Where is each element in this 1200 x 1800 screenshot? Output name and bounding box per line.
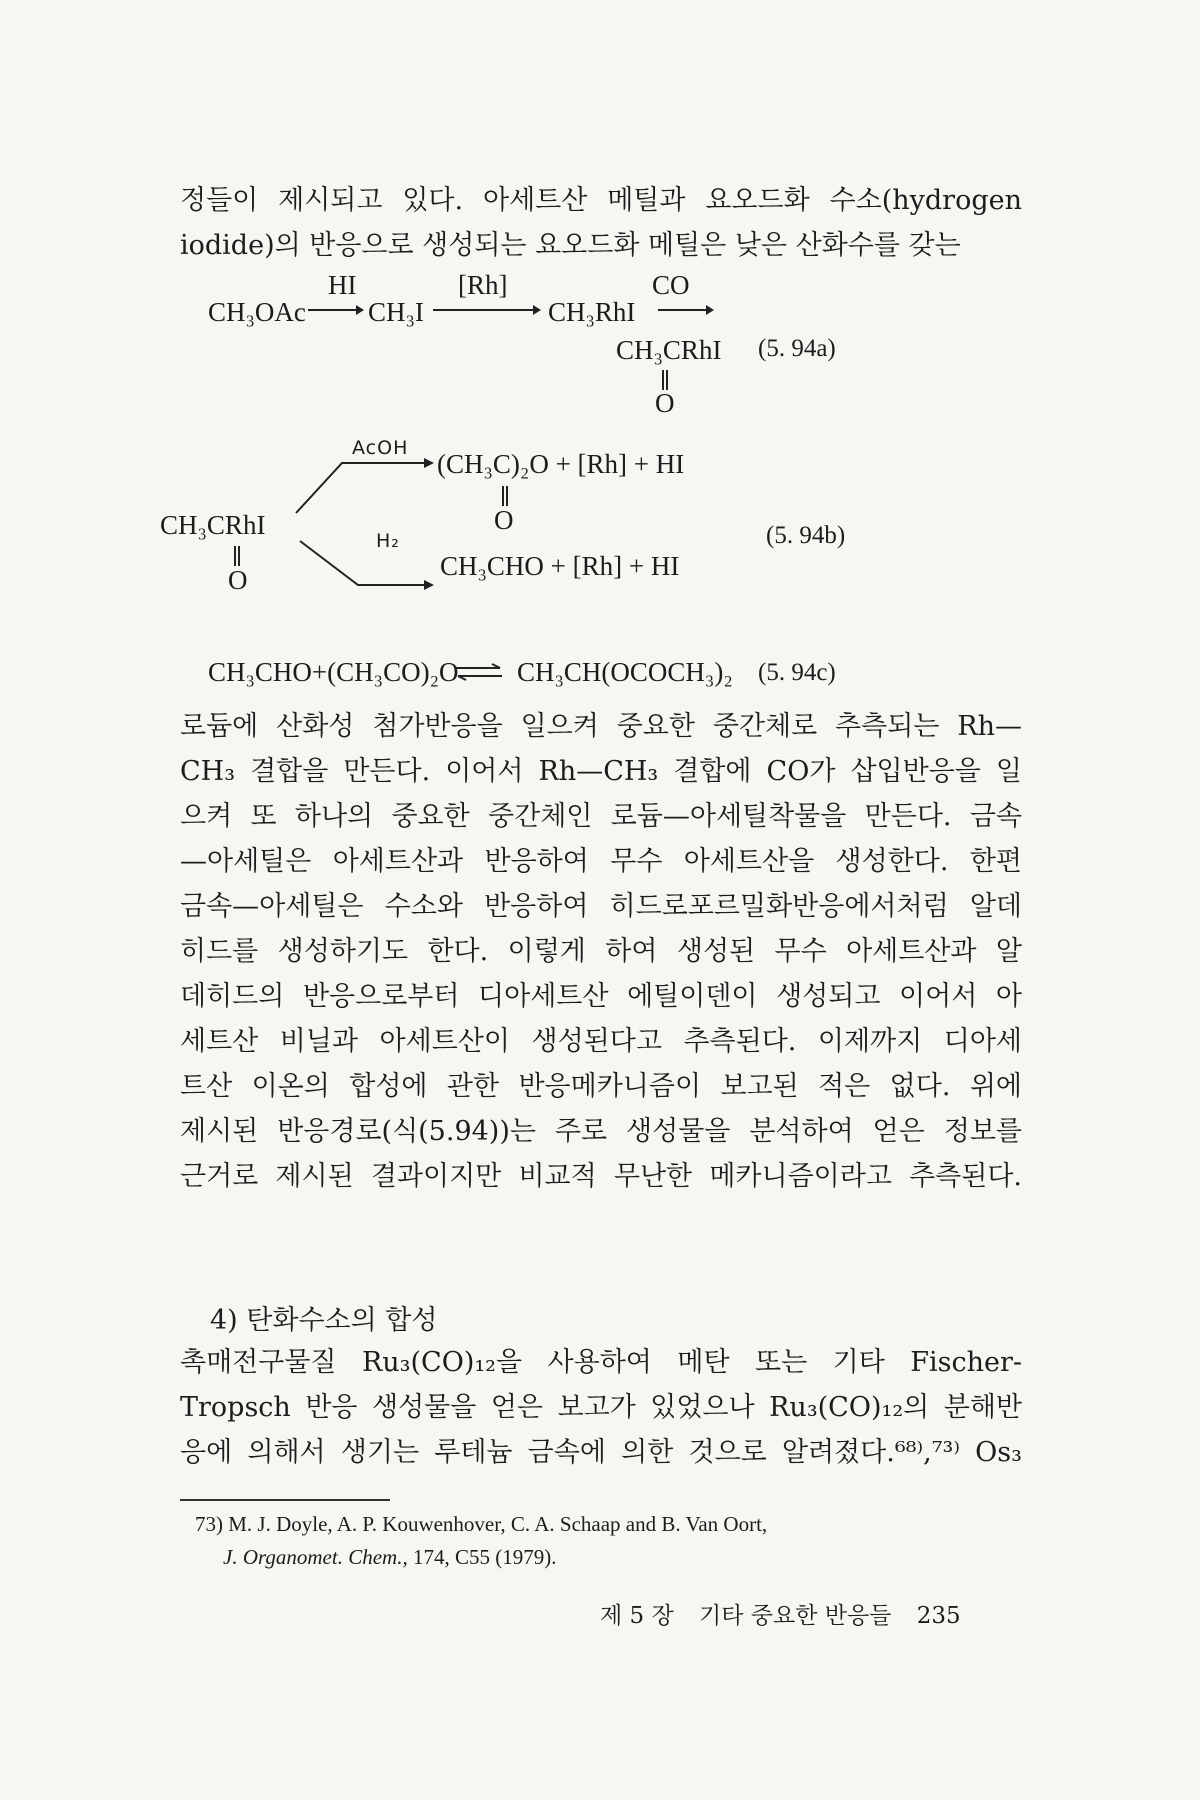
reagent-h2: H₂ — [376, 530, 400, 552]
footer-title: 기타 중요한 반응들 — [699, 1603, 892, 1629]
text-line: CH₃ 결합을 만든다. 이어서 Rh—CH₃ 결합에 CO가 삽입반응을 일 — [180, 756, 1022, 787]
text-line: 세트산 비닐과 아세트산이 생성된다고 추측된다. 이제까지 디아세 — [180, 1026, 1022, 1057]
equation-label: (5. 94b) — [766, 522, 846, 549]
text-line: iodide)의 반응으로 생성되는 요오드화 메틸은 낮은 산화수를 갖는 — [180, 230, 961, 261]
product-ch3crhi: CH₃CRhI — [616, 335, 722, 365]
footnote — [195, 1508, 1025, 1574]
branch-arrows — [296, 455, 436, 605]
text-line: 데히드의 반응으로부터 디아세트산 에틸이덴이 생성되고 이어서 아 — [180, 981, 1022, 1012]
footer-chapter: 제 5 장 — [600, 1603, 674, 1629]
page-number: 235 — [916, 1603, 961, 1629]
carbonyl-oxygen: O — [655, 388, 675, 418]
reagent-acoh: AcOH — [352, 437, 409, 459]
text-line: 응에 의해서 생기는 루테늄 금속에 의한 것으로 알려졌다.⁶⁸⁾,⁷³⁾ Os₃ — [180, 1437, 1022, 1468]
intro-paragraph — [180, 178, 1022, 268]
reaction-arrow — [433, 303, 541, 317]
body-paragraph — [180, 704, 1022, 1199]
equilibrium-right: CH₃CH(OCOCH₃)₂ — [517, 657, 733, 687]
product-upper: (CH₃C)₂O + [Rh] + HI — [437, 449, 685, 479]
text-line: Tropsch 반응 생성물을 얻은 보고가 있었으나 Ru₃(CO)₁₂의 분해반 — [180, 1392, 1022, 1423]
footnote-citation: 174, C55 (1979). — [412, 1545, 557, 1569]
text-line: 제시된 반응경로(식(5.94))는 주로 생성물을 분석하여 얻은 정보를 — [180, 1116, 1022, 1147]
reactant-ch3crhi: CH₃CRhI — [160, 510, 266, 540]
double-bond — [234, 546, 240, 566]
anhydride-oxygen: O — [494, 505, 514, 535]
text-line: 금속—아세틸은 수소와 반응하여 히드로포르밀화반응에서처럼 알데 — [180, 891, 1022, 922]
equation-label: (5. 94a) — [758, 335, 836, 362]
text-line: —아세틸은 아세트산과 반응하여 무수 아세트산을 생성한다. 한편 — [180, 846, 1022, 877]
acyl-oxygen: O — [228, 565, 248, 595]
text-line: 으켜 또 하나의 중요한 중간체인 로듐—아세틸착물을 만든다. 금속 — [180, 801, 1022, 832]
double-bond — [502, 486, 508, 506]
page-footer — [600, 1597, 979, 1630]
section-paragraph — [180, 1340, 1022, 1475]
text-line: 로듐에 산화성 첨가반응을 일으켜 중요한 중간체로 추측되는 Rh— — [180, 711, 1022, 742]
reaction-arrow — [658, 303, 714, 317]
footnote-authors: M. J. Doyle, A. P. Kouwenhover, C. A. Schaap and B. Van Oort, — [228, 1512, 768, 1536]
reaction-arrow — [308, 303, 364, 317]
text-line: 촉매전구물질 Ru₃(CO)₁₂을 사용하여 메탄 또는 기타 Fischer- — [180, 1347, 1022, 1378]
text-line: 트산 이온의 합성에 관한 반응메카니즘이 보고된 적은 없다. 위에 — [180, 1071, 1022, 1102]
text-line: 히드를 생성하기도 한다. 이렇게 하여 생성된 무수 아세트산과 알 — [180, 936, 1022, 967]
equation-label: (5. 94c) — [758, 659, 836, 686]
footnote-rule — [180, 1499, 390, 1501]
reagent-co: CO — [652, 270, 690, 300]
reagent-hi: HI — [328, 270, 357, 300]
text-line: 근거로 제시된 결과이지만 비교적 무난한 메카니즘이라고 추측된다. — [180, 1161, 1022, 1192]
section-heading: 4) 탄화수소의 합성 — [210, 1305, 438, 1336]
equilibrium-left: CH₃CHO+(CH₃CO)₂O — [208, 657, 459, 687]
intermediate-ch3i: CH₃I — [368, 297, 424, 327]
equilibrium-arrow — [456, 664, 502, 680]
text-line: 정들이 제시되고 있다. 아세트산 메틸과 요오드화 수소(hydrogen — [180, 185, 1022, 216]
reagent-rh: [Rh] — [458, 270, 508, 300]
footnote-number: 73) — [195, 1512, 223, 1536]
double-bond — [662, 370, 668, 390]
reactant-ch3oac: CH₃OAc — [208, 297, 306, 327]
product-lower: CH₃CHO + [Rh] + HI — [440, 551, 680, 581]
footnote-journal: J. Organomet. Chem., — [223, 1545, 408, 1569]
intermediate-ch3rhi: CH₃RhI — [548, 297, 636, 327]
